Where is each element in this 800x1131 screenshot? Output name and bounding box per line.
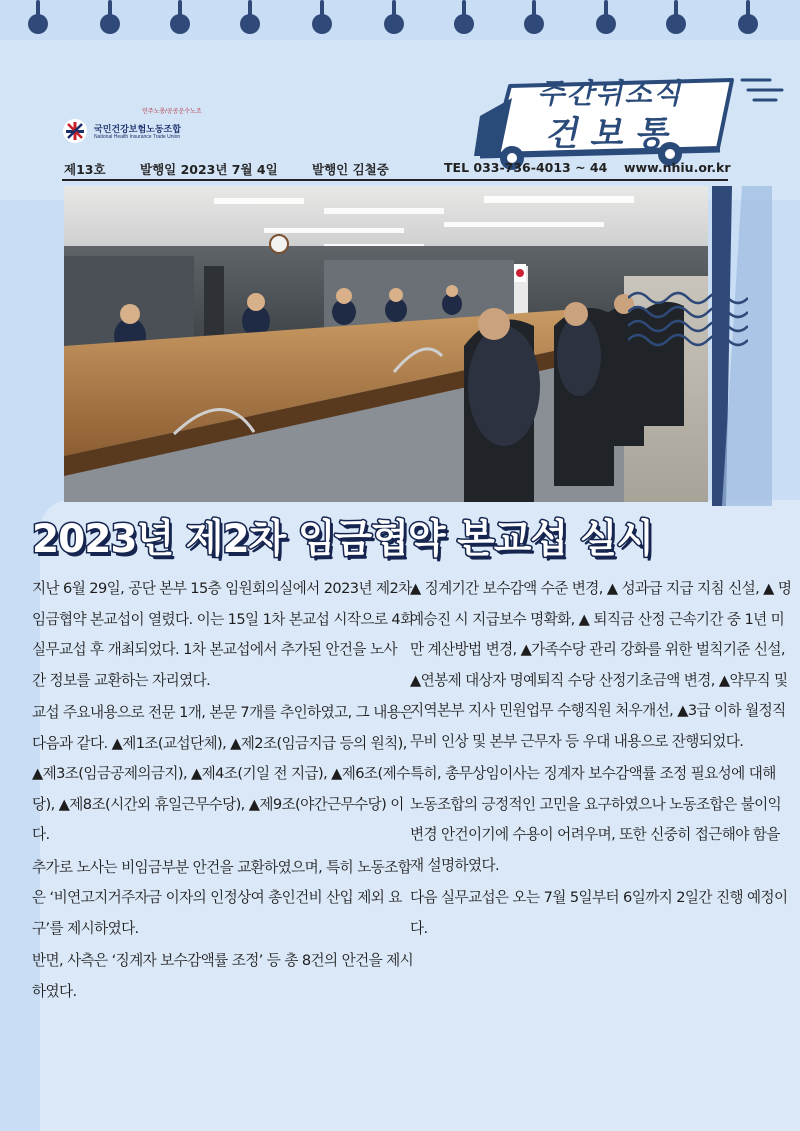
union-logo <box>62 106 212 146</box>
binder-ring-icon <box>384 0 404 36</box>
logo-english-name: National Health Insurance Trade Union <box>94 134 181 140</box>
binder-ring-icon <box>524 0 544 36</box>
publish-date: 발행일 2023년 7월 4일 <box>140 162 278 177</box>
article-right-column <box>410 574 792 946</box>
paragraph: 다음 실무교섭은 오는 7월 5일부터 6일까지 2일간 진행 예정이다. <box>410 889 788 937</box>
wave-decoration <box>628 288 748 358</box>
logo-affiliation: 민주노총/공공운수노조 <box>142 109 202 115</box>
paragraph: 교섭 주요내용으로 전문 1개, 본문 7개를 추인하였고, 그 내용은 다음과 같다. ▲제1조(교섭단체), ▲제2조(임금지급 등의 원칙), ▲제3조(임금공제의금지), ▲제4조(기일 전 지급), ▲제6조(제수당), ▲제8조(시간외 휴일근무수당), ▲제9조(야간근무수당) 이다. <box>32 704 414 843</box>
binder-ring-icon <box>666 0 686 36</box>
logo-union-name: 국민건강보험노동조합 <box>94 125 181 135</box>
article-left-column <box>32 574 414 1009</box>
paragraph: ▲ 징계기간 보수감액 수준 변경, ▲ 성과급 지급 지침 신설, ▲ 명예승진 시 지급보수 명확화, ▲ 퇴직금 산정 근속기간 중 1년 미만 계산방법 변경, ▲가족수당 관리 강화를 위한 벌칙기준 신설, ▲연봉제 대상자 명예퇴직 수당 산정기초금액 변경, ▲약무직 및 지역본부 지사 민원업무 수행직원 처우개선, ▲3급 이하 월정직무비 인상 및 본부 근무자 등 우대 내용으로 잔행되었다. <box>410 580 792 750</box>
paragraph: 특히, 총무상임이사는 징계자 보수감액률 조정 필요성에 대해 노동조합의 긍정적인 고민을 요구하였으나 노동조합은 불이익 변경 안건이기에 수용이 어려우며, 또한 신중히 접근해야 함을 재 설명하였다. <box>410 765 782 874</box>
issue-info-bar <box>62 158 731 180</box>
telephone: TEL 033-736-4013 ~ 44 <box>444 160 608 175</box>
publisher: 발행인 김철중 <box>312 162 389 177</box>
issue-number: 제13호 <box>64 162 106 177</box>
binder-rings <box>0 0 800 40</box>
binder-ring-icon <box>312 0 332 36</box>
union-emblem-icon <box>62 118 88 144</box>
binder-ring-icon <box>28 0 48 36</box>
header-divider <box>62 179 728 181</box>
masthead-title: 건보통 <box>543 114 687 154</box>
meeting-room-photo-icon <box>64 186 708 502</box>
paragraph: 추가로 노사는 비임금부분 안건을 교환하였으며, 특히 노동조합은 ‘비연고지거주자금 이자의 인정상여 총인건비 산입 제외 요구’를 제시하였다. <box>32 858 412 937</box>
binder-ring-icon <box>100 0 120 36</box>
paragraph: 반면, 사측은 ‘징계자 보수감액률 조정’ 등 총 8건의 안건을 제시하였다. <box>32 952 414 1000</box>
headline-text: 2023년 제2차 임금협약 본교섭 실시 <box>32 517 654 562</box>
binder-ring-icon <box>596 0 616 36</box>
binder-ring-icon <box>454 0 474 36</box>
article-headline <box>28 508 728 562</box>
binder-ring-icon <box>170 0 190 36</box>
binder-ring-icon <box>738 0 758 36</box>
meeting-photo <box>64 186 708 502</box>
masthead-subtitle: 주간뉘소식 <box>536 77 689 110</box>
website-link[interactable]: www.nhiu.or.kr <box>624 160 731 175</box>
binder-ring-icon <box>240 0 260 36</box>
paragraph: 지난 6월 29일, 공단 본부 15층 임원회의실에서 2023년 제2차 임금협약 본교섭이 열렸다. 이는 15일 1차 본교섭 시작으로 4회 실무교섭 후 개최되었다. 1차 본교섭에서 추가된 안건을 노사 간 정보를 교환하는 자리였다. <box>32 580 414 689</box>
